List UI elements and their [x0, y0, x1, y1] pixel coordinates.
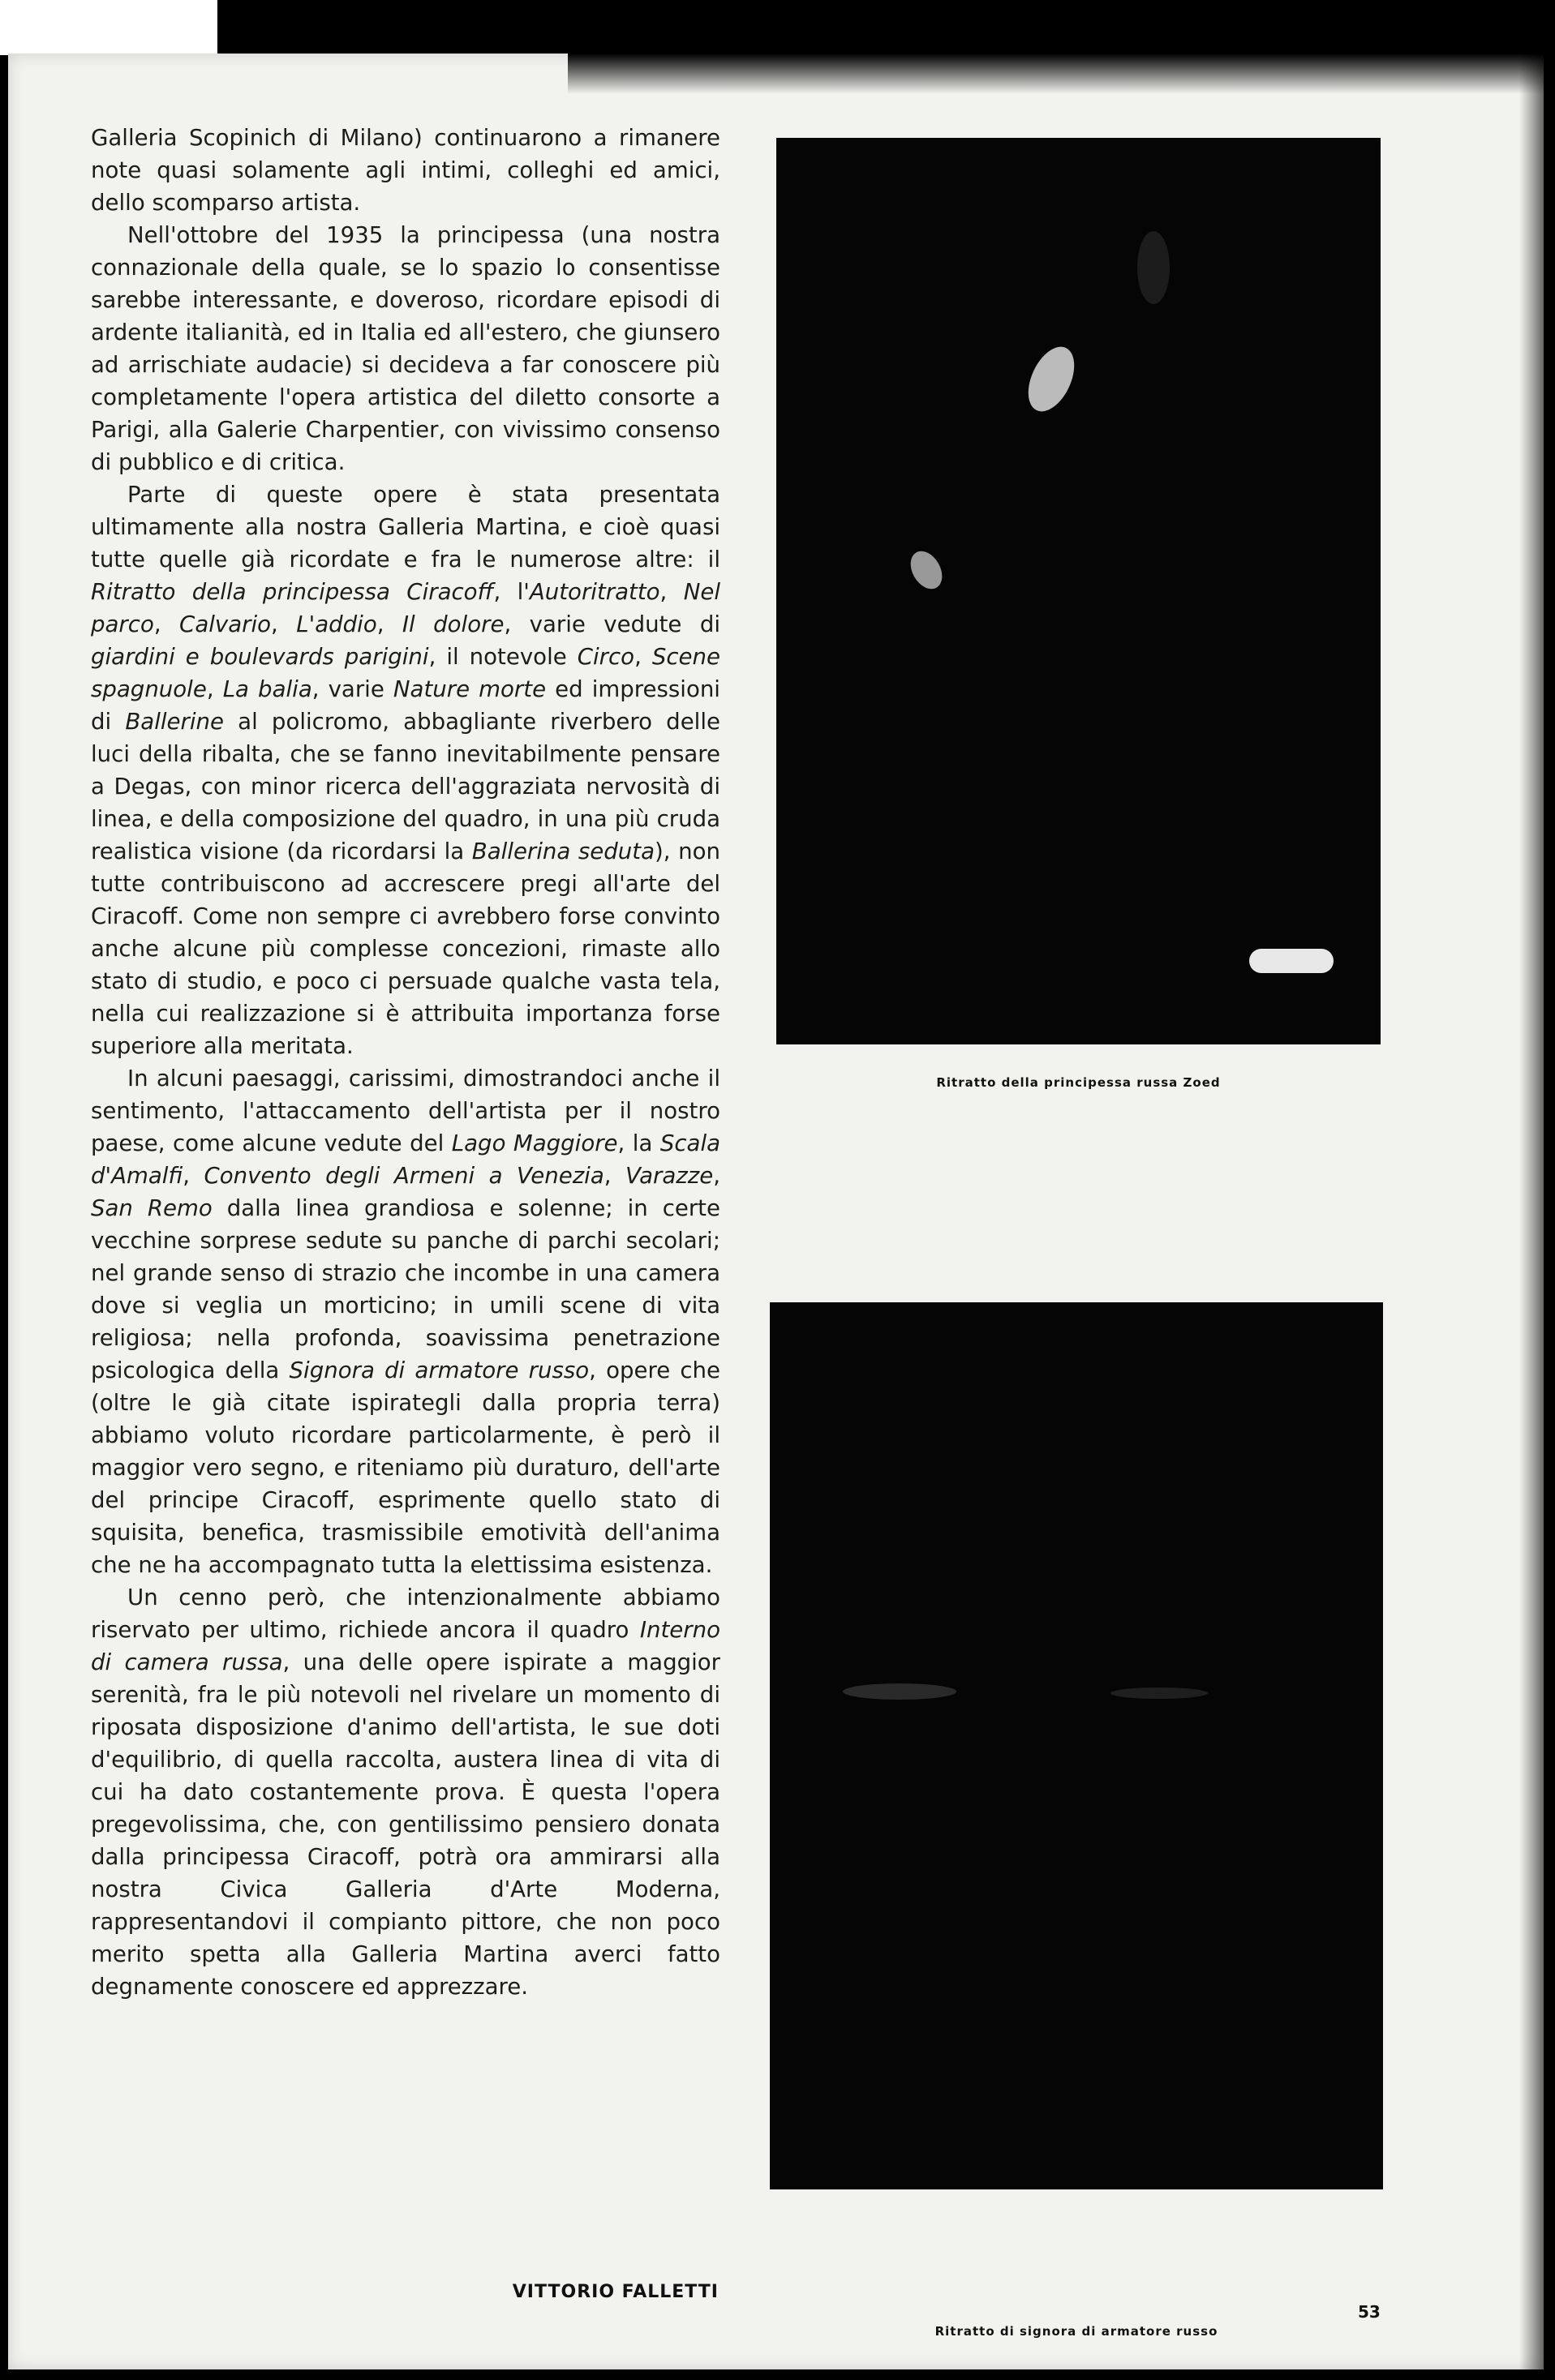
- portrait-photo-princess: [776, 138, 1381, 1044]
- paragraph-5: Un cenno però, che intenzionalmente abbiamo riservato per ultimo, richiede ancora il quadro Interno di camera russa, una delle opere ispirate a maggior serenità, fra le più notevoli nel rivelare un momento di riposata disposizione d'animo dell'artista, le sue doti d'equilibrio, di quella raccolta, austera linea di vita di cui ha dato costantemente prova. È questa l'opera pregevolissima, che, con gentilissimo pensiero donata dalla principessa Ciracoff, potrà ora ammirarsi alla nostra Civica Galleria d'Arte Moderna, rappresentandovi il compianto pittore, che non poco merito spetta alla Galleria Martina averci fatto degnamente conoscere ed apprezzare.: [91, 1584, 720, 2000]
- scan-shadow-right: [1519, 54, 1544, 2369]
- page-number: 53: [1358, 2302, 1381, 2322]
- caption-princess-portrait: Ritratto della principessa russa Zoed: [936, 1075, 1221, 1090]
- paragraph-4: In alcuni paesaggi, carissimi, dimostrandoci anche il sentimento, l'attaccamento dell'artista per il nostro paese, come alcune vedute del Lago Maggiore, la Scala d'Amalfi, Convento degli Armeni a Venezia, Varazze, San Remo dalla linea grandiosa e solenne; in certe vecchine sorprese sedute su panche di parchi secolari; nel grande senso di strazio che incombe in una camera dove si veglia un morticino; in umili scene di vita religiosa; nella profonda, soavissima penetrazione psicologica della Signora di armatore russo, opere che (oltre le già citate ispirategli dalla propria terra) abbiamo voluto ricordare particolarmente, è però il maggior vero segno, e riteniamo più duraturo, dell'arte del principe Ciracoff, esprimente quello stato di squisita, benefica, trasmissibile emotività dell'anima che ne ha accompagnato tutta la elettissima esistenza.: [91, 1065, 721, 1578]
- article-text-column: [91, 122, 720, 2003]
- portrait-photo-shipowner-wife: [770, 1302, 1383, 2189]
- author-signature: VITTORIO FALLETTI: [512, 2282, 719, 2302]
- paragraph-3: Parte di queste opere è stata presentata ultimamente alla nostra Galleria Martina, e cioè quasi tutte quelle già ricordate e fra le numerose altre: il Ritratto della principessa Ciracoff, l'Autoritratto, Nel parco, Calvario, L'addio, Il dolore, varie vedute di giardini e boulevards parigini, il notevole Circo, Scene spagnuole, La balia, varie Nature morte ed impressioni di Ballerine al policromo, abbagliante riverbero delle luci della ribalta, che se fanno inevitabilmente pensare a Degas, con minor ricerca dell'aggraziata nervosità di linea, e della composizione del quadro, in una più cruda realistica visione (da ricordarsi la Ballerina seduta), non tutte contribuiscono ad accrescere pregi all'arte del Ciracoff. Come non sempre ci avrebbero forse convinto anche alcune più complesse concezioni, rimaste allo stato di studio, e poco ci persuade qualche vasta tela, nella cui realizzazione si è attribuita importanza forse superiore alla meritata.: [91, 481, 721, 1059]
- paragraph-1: Galleria Scopinich di Milano) continuarono a rimanere note quasi solamente agli intimi, colleghi ed amici, dello scomparso artista.: [91, 124, 720, 216]
- scan-corner: [0, 0, 217, 55]
- paragraph-2: Nell'ottobre del 1935 la principessa (una nostra connazionale della quale, se lo spazio lo consentisse sarebbe interessante, e doveroso, ricordare episodi di ardente italianità, ed in Italia ed all'estero, che giunsero ad arrischiate audacie) si decideva a far conoscere più completamente l'opera artistica del diletto consorte a Parigi, alla Galerie Charpentier, con vivissimo consenso di pubblico e di critica.: [91, 221, 720, 475]
- scan-shadow-top: [568, 54, 1544, 94]
- caption-shipowner-wife-portrait: Ritratto di signora di armatore russo: [934, 2324, 1218, 2339]
